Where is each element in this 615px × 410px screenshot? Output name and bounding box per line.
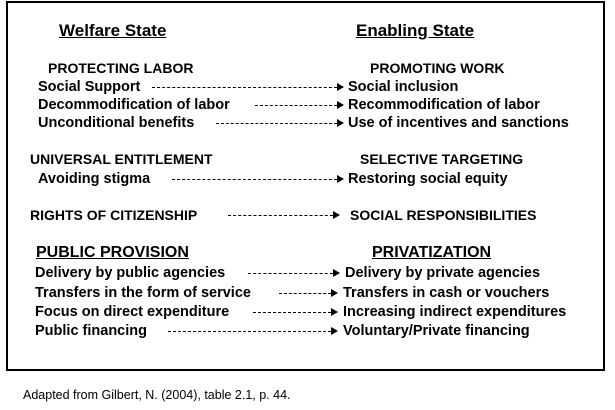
arrow-icon: [216, 123, 342, 124]
group-heading-right: SELECTIVE TARGETING: [360, 151, 524, 167]
group-heading-right: PROMOTING WORK: [370, 60, 505, 76]
row-left-label: Focus on direct expenditure: [35, 304, 230, 320]
arrow-icon: [253, 312, 336, 313]
arrow-icon: [248, 273, 338, 274]
row-right-label: Social inclusion: [348, 79, 459, 95]
arrow-icon: [279, 293, 336, 294]
arrow-icon: [172, 179, 342, 180]
row-right-label: Transfers in cash or vouchers: [343, 285, 550, 301]
row-left-label: Avoiding stigma: [38, 171, 151, 187]
arrow-icon: [168, 331, 336, 332]
row-right-label: Voluntary/Private financing: [343, 323, 530, 339]
row-right-label: Recommodification of labor: [348, 97, 540, 113]
group-heading-left: PUBLIC PROVISION: [36, 244, 189, 261]
row-left-label: Decommodification of labor: [38, 97, 230, 113]
row-right-label: Restoring social equity: [348, 171, 508, 187]
arrow-icon: [152, 87, 342, 88]
enabling-state-header: Enabling State: [356, 21, 475, 40]
row-left-label: Transfers in the form of service: [35, 285, 251, 301]
arrow-icon: [255, 105, 342, 106]
row-left-label: Delivery by public agencies: [35, 265, 226, 281]
row-right-label: Delivery by private agencies: [345, 265, 541, 281]
row-right-label: Use of incentives and sanctions: [348, 115, 569, 131]
group-heading-left: RIGHTS OF CITIZENSHIP: [30, 207, 198, 223]
row-left-label: Social Support: [38, 79, 141, 95]
group-heading-right: PRIVATIZATION: [372, 244, 492, 261]
group-heading-left: PROTECTING LABOR: [48, 60, 194, 76]
row-right-label: Increasing indirect expenditures: [343, 304, 567, 320]
group-heading-right: SOCIAL RESPONSIBILITIES: [350, 207, 537, 223]
comparison-row: [38, 80, 140, 95]
row-left-label: Unconditional benefits: [38, 115, 195, 131]
arrow-icon: [228, 215, 338, 216]
welfare-state-header: Welfare State: [59, 21, 167, 40]
source-caption: Adapted from Gilbert, N. (2004), table 2.1, p. 44.: [23, 388, 291, 402]
group-heading-left: UNIVERSAL ENTITLEMENT: [30, 151, 213, 167]
row-left-label: Public financing: [35, 323, 147, 339]
